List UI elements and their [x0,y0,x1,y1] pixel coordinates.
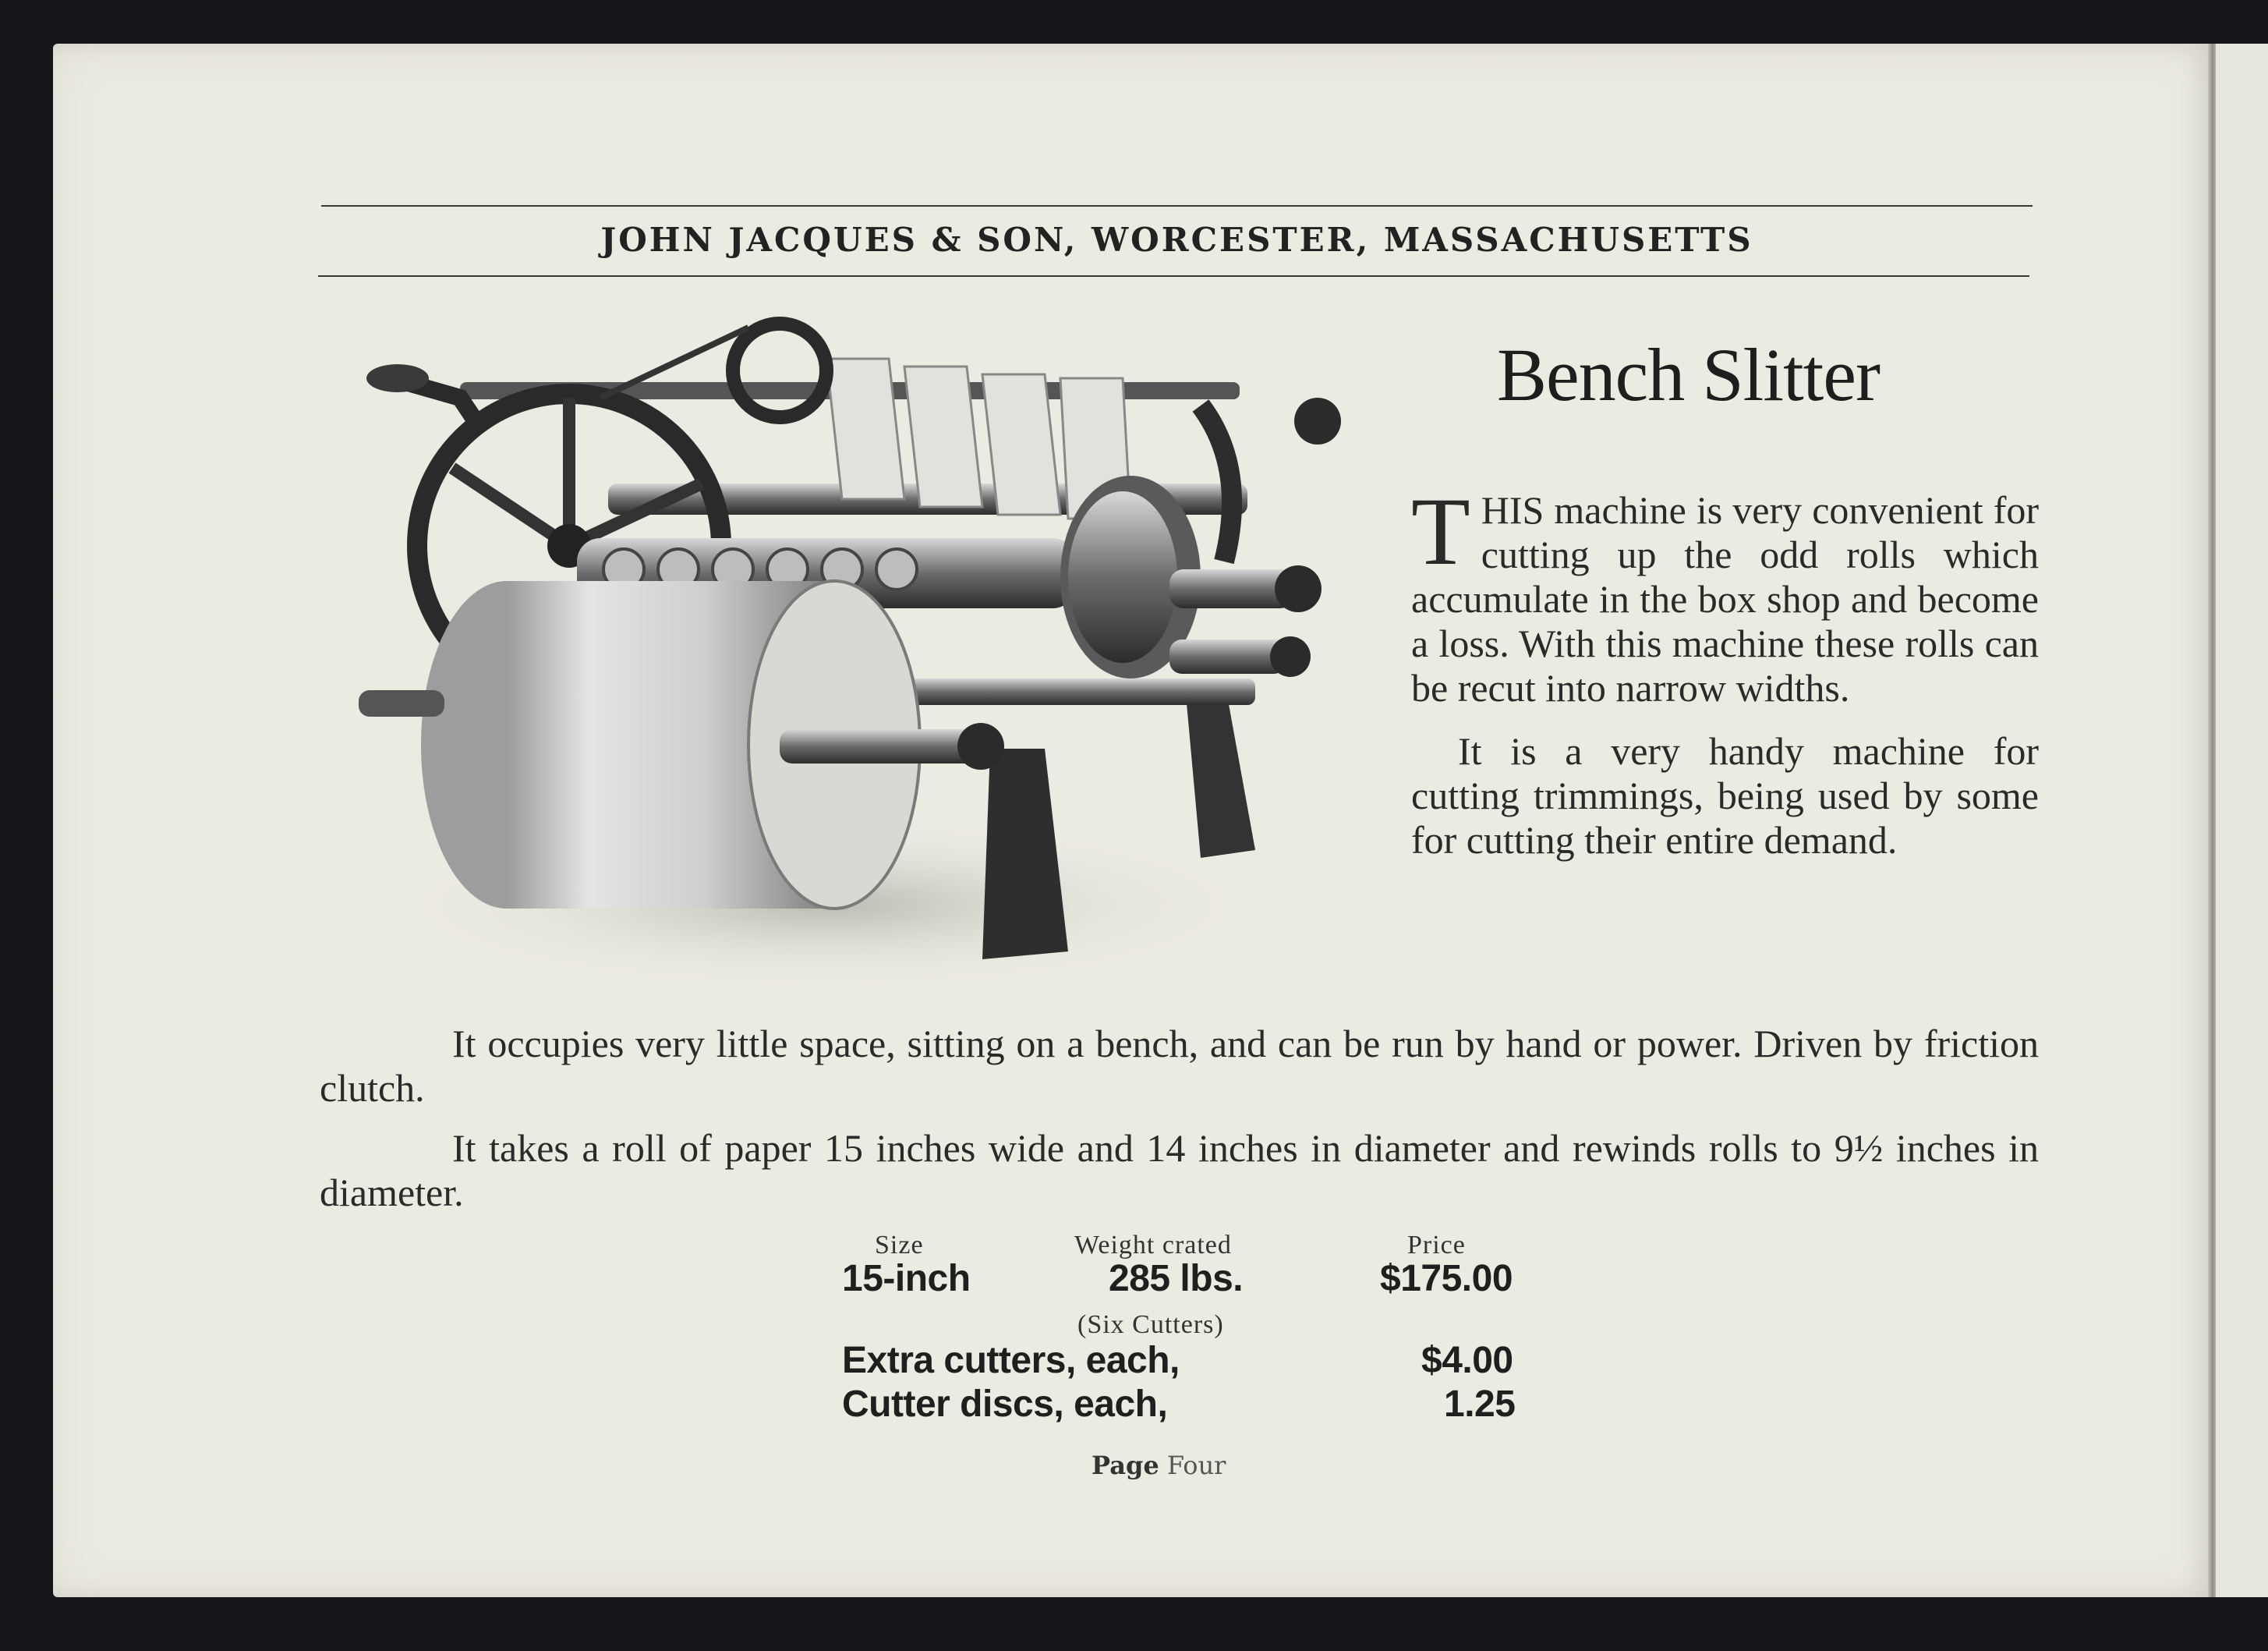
spec-price: $175.00 [1380,1258,1513,1299]
header-rule-bottom [318,275,2029,277]
extra-cutters-label: Extra cutters, each, [842,1340,1180,1381]
page-number-word: Four [1166,1451,1226,1480]
page-label: Page [1092,1451,1159,1480]
page-number [1092,1451,1226,1480]
body-paragraph-2: It takes a roll of paper 15 inches wide and 14 inches in diameter and rewinds rolls to 9½ inches in diameter. [320,1126,2039,1214]
intro-paragraph-2: It is a very handy machine for cutting trimmings, being used by some for cutting their entire demand. [1411,729,2039,862]
cutter-discs-price: 1.25 [1444,1384,1516,1425]
intro-column [1411,478,2039,863]
body-paragraph-1: It occupies very little space, sitting on a bench, and can be run by hand or power. Driven by friction clutch. [320,1022,2039,1110]
spec-header-price: Price [1407,1231,1466,1260]
drop-cap: T [1411,478,1470,585]
body-text-block [320,1022,2039,1215]
spec-note: (Six Cutters) [1077,1310,1224,1339]
page-header: JOHN JACQUES & SON, WORCESTER, MASSACHUSETTS [600,221,1753,259]
header-rule-top [321,205,2033,207]
intro-paragraph-1-text: HIS machine is very convenient for cutting up the odd rolls which accumulate in the box shop and become a loss. With this machine these rolls can be recut into narrow widths. [1411,488,2039,710]
cutter-discs-label: Cutter discs, each, [842,1384,1168,1425]
intro-paragraph-1 [1411,478,2039,710]
spec-size: 15-inch [842,1258,971,1299]
spec-header-size: Size [875,1231,924,1260]
spec-header-weight: Weight crated [1074,1231,1232,1260]
extra-cutters-price: $4.00 [1421,1340,1513,1381]
next-page-edge [2216,44,2268,1597]
spec-weight: 285 lbs. [1109,1258,1244,1299]
page-title: Bench Slitter [1497,333,1880,416]
bench-slitter-machine-icon [343,312,1403,998]
